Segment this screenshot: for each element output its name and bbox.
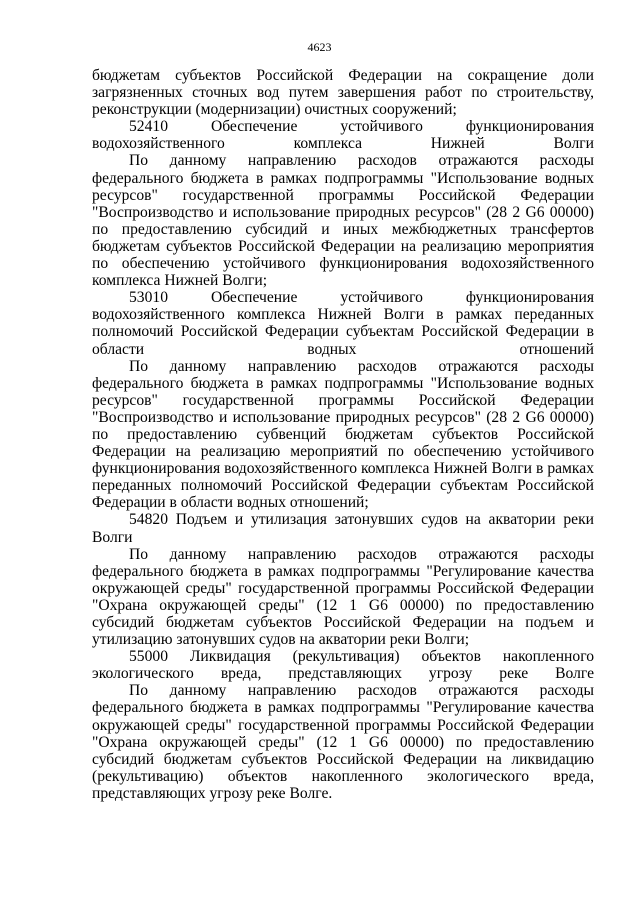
paragraph-code-52410: 52410 Обеспечение устойчивого функционирования водохозяйственного комплекса Нижней Волги <box>92 118 594 153</box>
paragraph-description-54820: По данному направлению расходов отражаются расходы федерального бюджета в рамках подпрограммы "Регулирование качества окружающей среды" государственной программы Российской Федерации "Охрана окружающей среды" (12 1 G6 00000) по предоставлению субсидий бюджетам субъектов Российской Федерации на подъем и утилизацию затонувших судов на акватории реки Волги; <box>92 545 594 649</box>
paragraph-description-53010: По данному направлению расходов отражаются расходы федерального бюджета в рамках подпрограммы "Использование водных ресурсов" государственной программы Российской Федерации "Воспроизводство и использование природных ресурсов" (28 2 G6 00000) по предоставлению субвенций бюджетам субъектов Российской Федерации на реализацию мероприятий по обеспечению устойчивого функционирования водохозяйственного комплекса Нижней Волги в рамках переданных полномочий Российской Федерации субъектам Российской Федерации в области водных отношений; <box>92 357 594 512</box>
document-body <box>92 67 594 802</box>
paragraph-code-54820: 54820 Подъем и утилизация затонувших судов на акватории реки Волги <box>92 511 594 546</box>
paragraph-description-52410: По данному направлению расходов отражаются расходы федерального бюджета в рамках подпрограммы "Использование водных ресурсов" государственной программы Российской Федерации "Воспроизводство и использование природных ресурсов" (28 2 G6 00000) по предоставлению субсидий и иных межбюджетных трансфертов бюджетам субъектов Российской Федерации на реализацию мероприятия по обеспечению устойчивого функционирования водохозяйственного комплекса Нижней Волги; <box>92 152 594 290</box>
paragraph-continuation: бюджетам субъектов Российской Федерации на сокращение доли загрязненных сточных вод путем завершения работ по строительству, реконструкции (модернизации) очистных сооружений; <box>92 67 594 119</box>
paragraph-code-55000: 55000 Ликвидация (рекультивация) объектов накопленного экологического вреда, представляющих угрозу реке Волге <box>92 648 594 683</box>
paragraph-description-55000: По данному направлению расходов отражаются расходы федерального бюджета в рамках подпрограммы "Регулирование качества окружающей среды" государственной программы Российской Федерации "Охрана окружающей среды" (12 1 G6 00000) по предоставлению субсидий бюджетам субъектов Российской Федерации на ликвидацию (рекультивацию) объектов накопленного экологического вреда, представляющих угрозу реке Волге. <box>92 682 594 802</box>
page-number: 4623 <box>307 40 332 54</box>
paragraph-code-53010: 53010 Обеспечение устойчивого функционирования водохозяйственного комплекса Нижней Волги в рамках переданных полномочий Российской Федерации субъектам Российской Федерации в области водных отношений <box>92 289 594 358</box>
